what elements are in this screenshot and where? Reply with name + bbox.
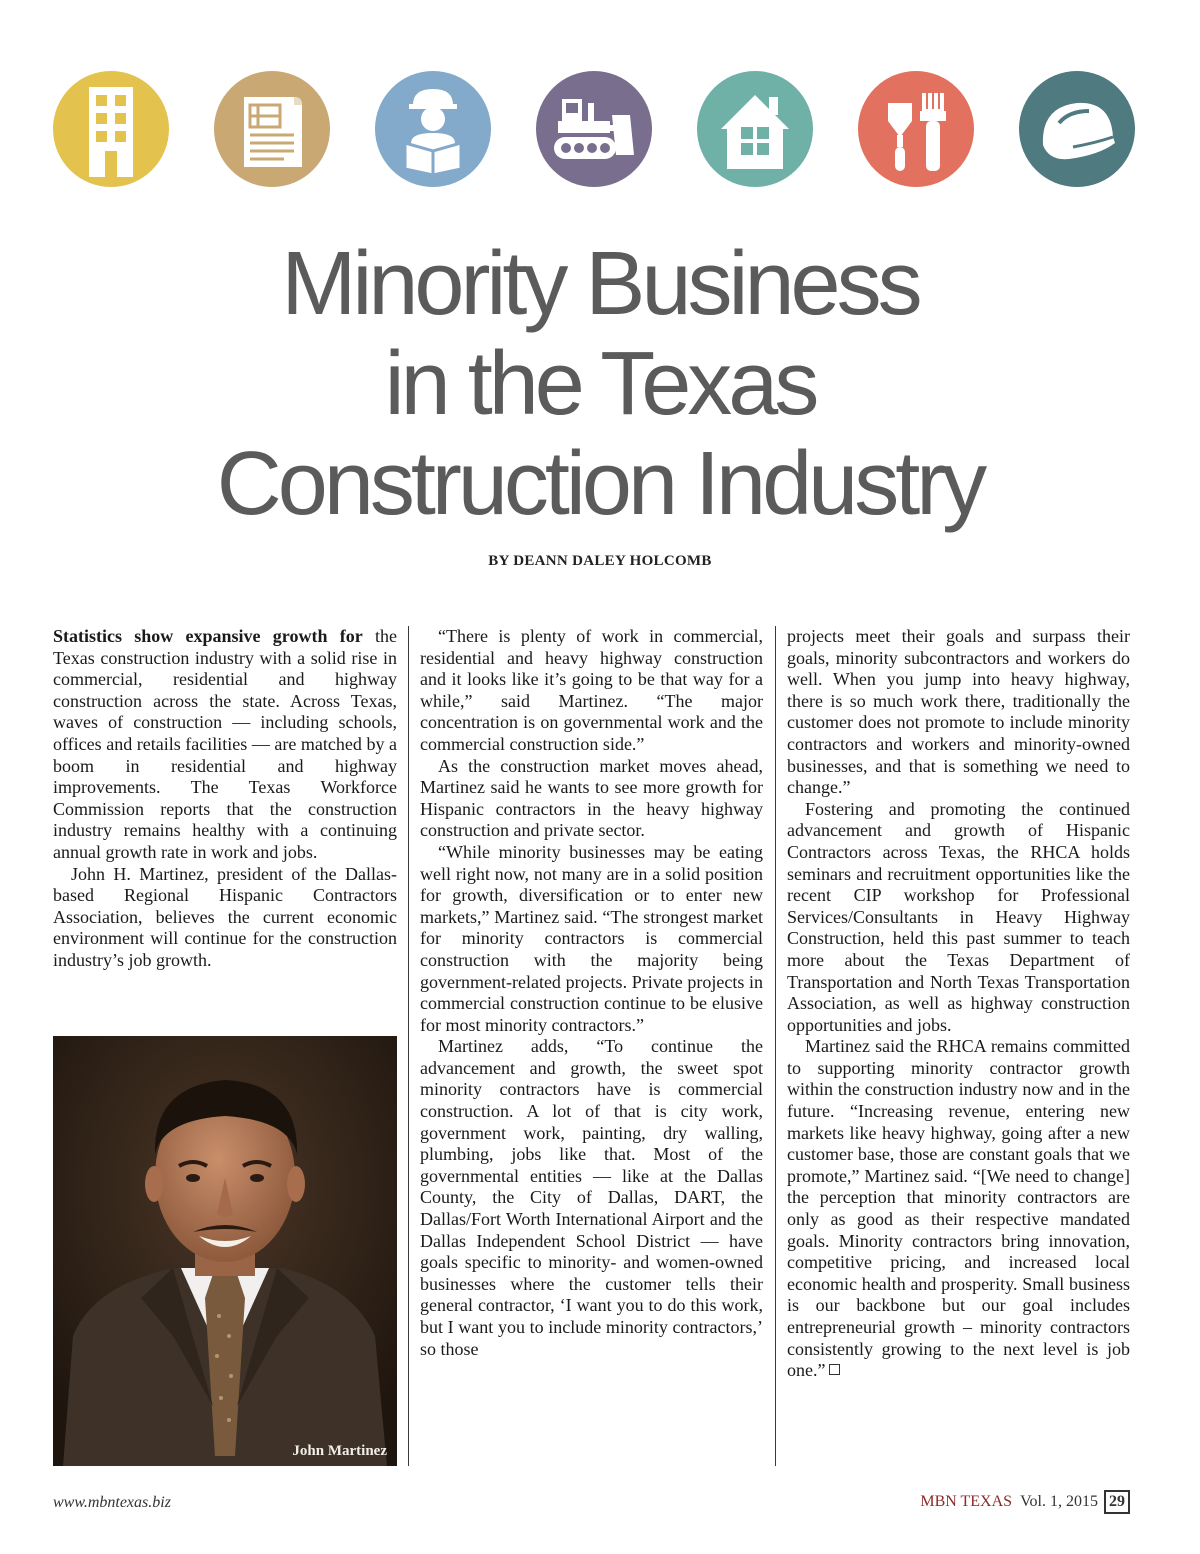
article-title — [0, 234, 1200, 534]
paragraph-5: “While minority businesses may be eating well right now, not many are in a solid position for growth, diversification or to enter new markets,” Martinez said. “The strongest market for minority contractors is commercial construction with the majority being government-related projects. Private projects in commercial construction continue to be elusive for most minority contractors.” — [420, 841, 763, 1035]
column-2 — [420, 626, 763, 1360]
paragraph-4: As the construction market moves ahead, Martinez said he wants to see more growth for Hispanic contractors in the heavy highway construction and private sector. — [420, 755, 763, 841]
end-mark-icon — [829, 1364, 840, 1375]
footer-folio — [920, 1490, 1130, 1514]
title-line-1: Minority Business — [281, 234, 919, 334]
photo-caption: John Martinez — [292, 1443, 387, 1459]
paragraph-3: “There is plenty of work in commercial, residential and heavy highway construction and it looks like it’s going to be that way for a while,” said Martinez. “The major concentration is on governmental work and the commercial construction side.” — [420, 626, 763, 754]
title-line-3: Construction Industry — [216, 434, 984, 534]
page-number: 29 — [1104, 1490, 1130, 1514]
title-line-2: in the Texas — [384, 334, 816, 434]
trowel-and-brush-icon — [858, 71, 974, 187]
magazine-brand: MBN TEXAS — [920, 1493, 1013, 1510]
portrait-photo — [53, 1036, 397, 1466]
column-1 — [53, 626, 397, 972]
paragraph-6: Martinez adds, “To continue the advancement and growth, the sweet spot minority contractors have is commercial construction. A lot of that is city work, government work, painting, dry walling, plumbing, jobs like that. Most of the governmental entities — like at the Dallas County, the City of Dallas, DART, the Dallas/Fort Worth International Airport and the Dallas Independent School District — have goals specific to minority- and women-owned businesses where the customer tells their general contractor, ‘I want you to do this work, but I want you to include minority contractors,’ so those — [420, 1036, 763, 1359]
lead-in: Statistics show expansive growth for — [53, 626, 363, 646]
paragraph-9-text: Martinez said the RHCA remains committed to supporting minority contractor growth within the construction industry now and in the future. “Increasing revenue, entering new markets like heavy highway, going after a new customer base, those are constant goals that we promote,” Martinez said. “[We need to change] the perception that minority contractors are only as good as their respective mandated goals. Minority contractors bring innovation, competitive pricing, and increased local economic health and prosperity. Small business is our backbone but our goal includes entrepreneurial growth – minority contractors consistently growing to the next level is job one.” — [787, 1036, 1130, 1381]
byline: BY DEANN DALEY HOLCOMB — [488, 553, 712, 569]
worker-reading-plans-icon — [375, 71, 491, 187]
icon-row — [53, 71, 1135, 189]
blueprint-document-icon — [214, 71, 330, 187]
paragraph-8: Fostering and promoting the continued advancement and growth of Hispanic Contractors across Texas, the RHCA holds seminars and recruitment opportunities like the recent CIP workshop for Professional Services/Consultants in Heavy Highway Construction, held this past summer to teach more about the Texas Department of Transportation and North Texas Transportation Association, as well as highway construction opportunities and jobs. — [787, 798, 1130, 1035]
paragraph-9 — [787, 1036, 1130, 1382]
office-building-icon — [53, 71, 169, 187]
house-icon — [697, 71, 813, 187]
volume-info: Vol. 1, 2015 — [1020, 1493, 1098, 1510]
bulldozer-icon — [536, 71, 652, 187]
footer-website: www.mbntexas.biz — [53, 1494, 171, 1511]
paragraph-2: John H. Martinez, president of the Dallas-based Regional Hispanic Contractors Association, believes the current economic environment will continue for the construction industry’s job growth. — [53, 863, 397, 970]
paragraph-1-text: the Texas construction industry with a solid rise in commercial, residential and highway construction across the state. Across Texas, waves of construction — including schools, offices and retails facilities — are matched by a boom in residential and highway improvements. The Texas Workforce Commission reports that the construction industry remains healthy with a continuing annual growth rate in work and jobs. — [53, 626, 397, 862]
paragraph-1 — [53, 626, 397, 864]
column-3 — [787, 626, 1130, 1382]
column-divider — [408, 626, 409, 1466]
hard-hat-icon — [1019, 71, 1135, 187]
portrait-illustration — [53, 1036, 397, 1466]
column-divider — [775, 626, 776, 1466]
paragraph-7: projects meet their goals and surpass their goals, minority subcontractors and workers do well. When you jump into heavy highway, there is so much work there, traditionally the customer does not promote to include minority contractors and workers and minority-owned businesses, and that is something we need to change.” — [787, 626, 1130, 798]
